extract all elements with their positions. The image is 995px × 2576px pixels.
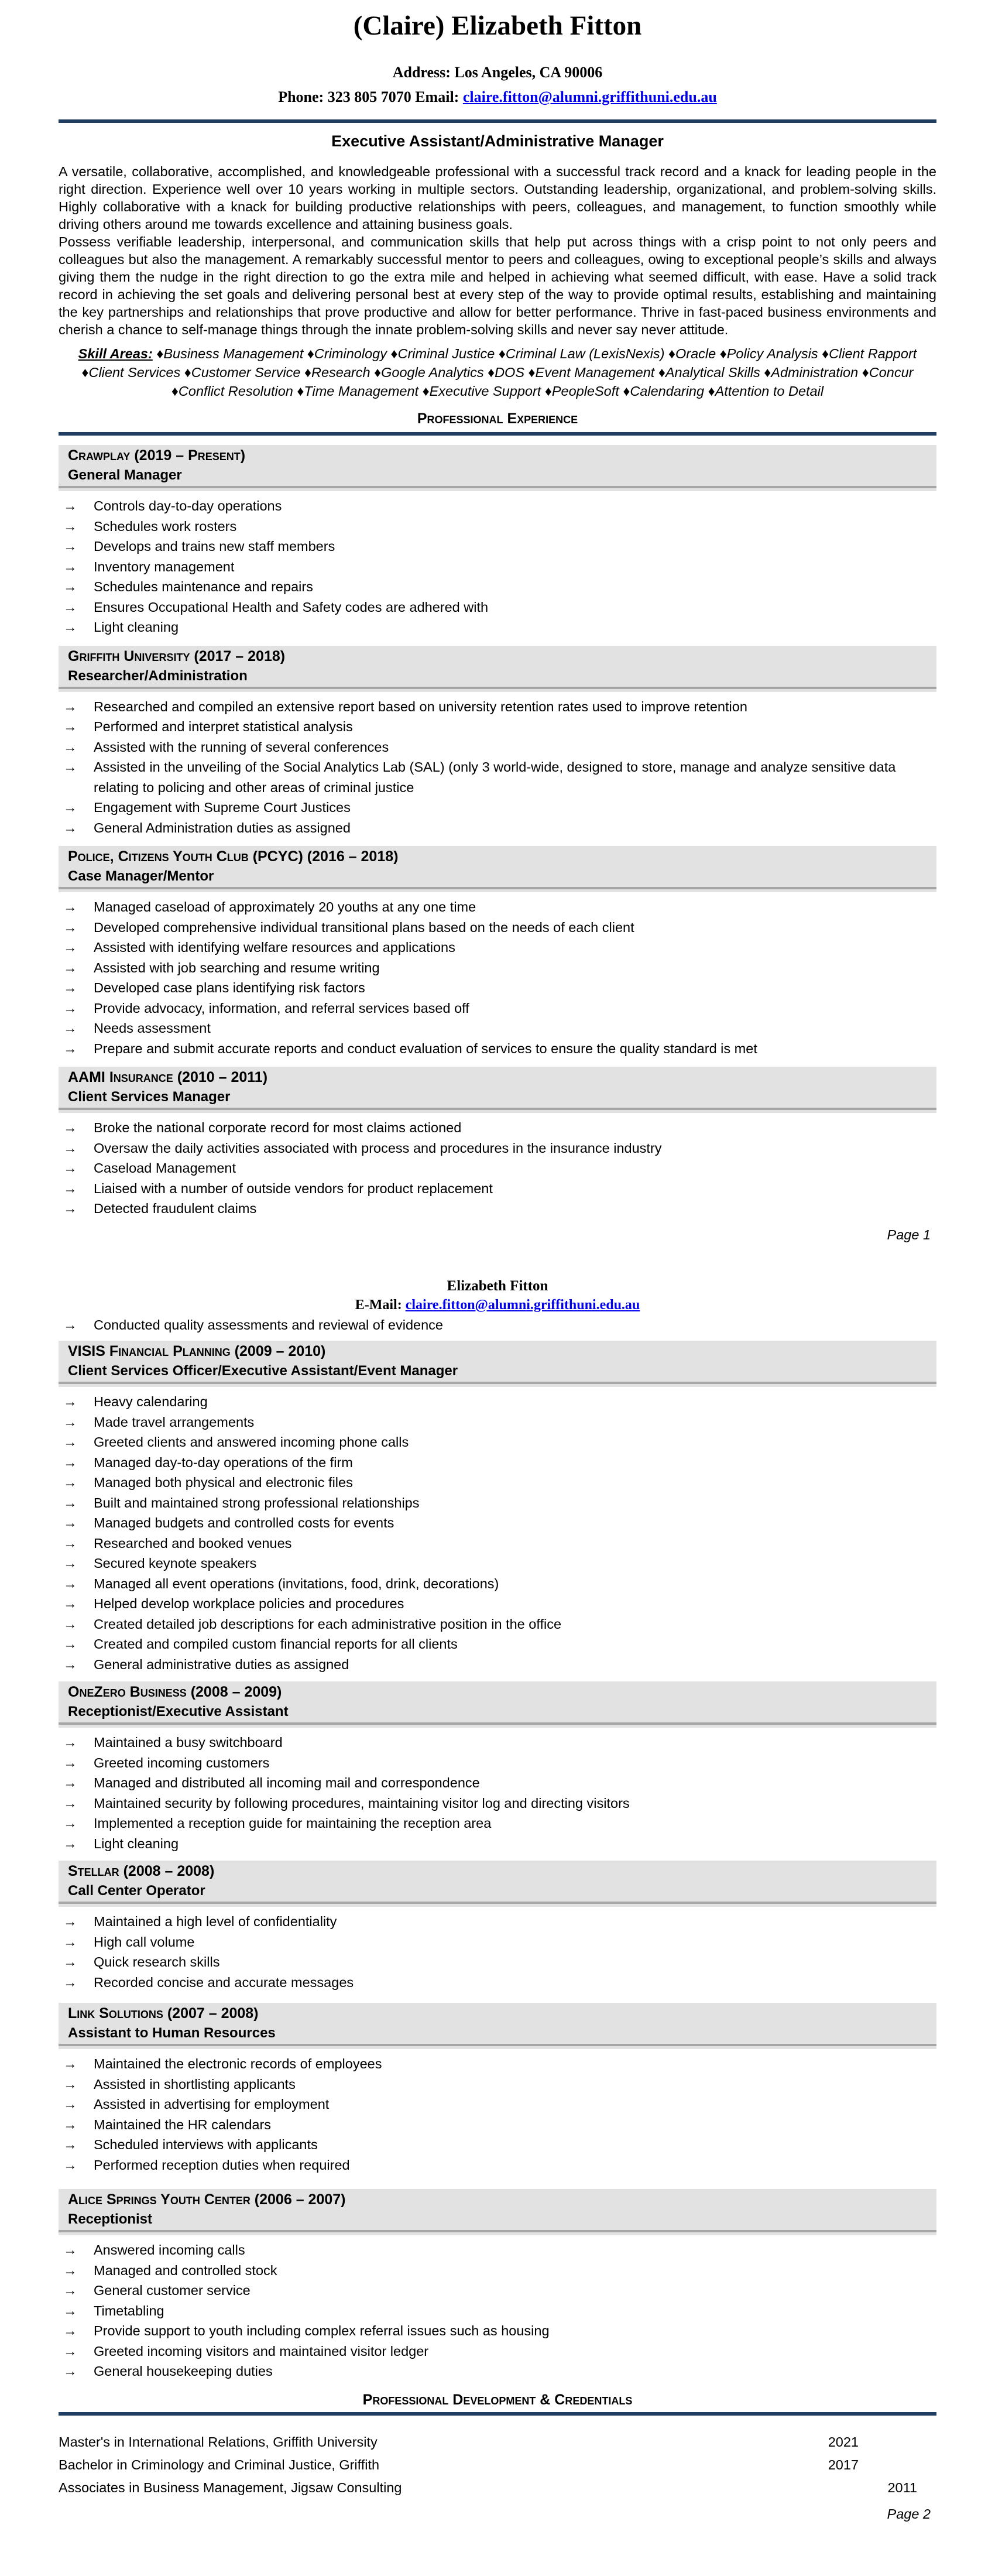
arrow-bullet-icon: → — [63, 1636, 77, 1652]
bullet-text: Liaised with a number of outside vendors for product replacement — [94, 1180, 493, 1196]
job-header-shadow-line — [59, 887, 936, 889]
experience-list-page1 — [59, 445, 936, 1219]
bullet-text: General housekeeping duties — [94, 2363, 273, 2379]
bullet-text: Light cleaning — [94, 1835, 179, 1851]
job-header-bar — [59, 2189, 936, 2235]
arrow-bullet-icon: → — [63, 1434, 77, 1450]
arrow-bullet-icon: → — [63, 1755, 77, 1770]
job-section — [59, 1341, 936, 1674]
credential-year: 2011 — [887, 2479, 917, 2495]
bullet-text: Assisted with identifying welfare resources and applications — [94, 940, 455, 955]
arrow-bullet-icon: → — [63, 1616, 77, 1632]
job-role-title: Receptionist/Executive Assistant — [68, 1704, 289, 1719]
job-bullet-list — [59, 1118, 936, 1219]
bullet-item — [59, 717, 936, 737]
bullet-item — [59, 2361, 936, 2382]
bullet-text: Heavy calendaring — [94, 1394, 208, 1409]
arrow-bullet-icon: → — [63, 2116, 77, 2132]
credential-row — [59, 2476, 936, 2499]
arrow-bullet-icon: → — [63, 980, 77, 995]
job-bullet-list — [59, 1912, 936, 1992]
skill-areas-list: ♦Business Management ♦Criminology ♦Criminal Justice ♦Criminal Law (LexisNexis) ♦Oracle ♦Policy Analysis ♦Client Rapport ♦Client Services ♦Customer Service ♦Research ♦Google Analytics ♦DOS ♦Event Management ♦Analytical Skills ♦Administration ♦Concur ♦Conflict Resolution ♦Time Management ♦Executive Support ♦PeopleSoft ♦Calendaring ♦Attention to Detail — [81, 346, 917, 399]
arrow-bullet-icon: → — [63, 2283, 77, 2298]
bullet-text: Maintained a high level of confidentiality — [94, 1914, 337, 1929]
arrow-bullet-icon: → — [63, 1795, 77, 1811]
job-role-title: Researcher/Administration — [68, 667, 248, 684]
arrow-bullet-icon: → — [63, 919, 77, 935]
job-company-dates: Griffith University (2017 – 2018) — [68, 648, 286, 664]
bullet-text: Performed reception duties when required — [94, 2157, 350, 2173]
arrow-bullet-icon: → — [63, 759, 77, 775]
arrow-bullet-icon: → — [63, 1140, 77, 1156]
bullet-text: Managed all event operations (invitations, food, drink, decorations) — [94, 1575, 499, 1591]
arrow-bullet-icon: → — [63, 518, 77, 534]
arrow-bullet-icon: → — [63, 1556, 77, 1571]
bullet-text: Researched and booked venues — [94, 1535, 292, 1551]
aami-continuation-bullets — [59, 1315, 936, 1335]
bullet-item — [59, 1634, 936, 1654]
bullet-text: Develops and trains new staff members — [94, 539, 335, 554]
bullet-text: Inventory management — [94, 559, 235, 574]
phone-email-line — [59, 88, 936, 107]
arrow-bullet-icon: → — [63, 1020, 77, 1036]
bullet-text: Researched and compiled an extensive report based on university retention rates used to improve retention — [94, 698, 747, 714]
job-company-dates: Crawplay (2019 – Present) — [68, 447, 246, 464]
bullet-item — [59, 557, 936, 577]
arrow-bullet-icon: → — [63, 739, 77, 755]
arrow-bullet-icon: → — [63, 1454, 77, 1470]
bullet-item — [59, 1793, 936, 1814]
address-line: Address: Los Angeles, CA 90006 — [392, 64, 603, 81]
bullet-item — [59, 1574, 936, 1594]
bullet-text: General customer service — [94, 2283, 251, 2298]
bullet-item — [59, 1654, 936, 1675]
bullet-text: Assisted with the running of several conferences — [94, 739, 389, 755]
credentials-list — [59, 2431, 936, 2499]
bullet-text: Maintained the electronic records of employees — [94, 2056, 382, 2071]
job-company-dates: Alice Springs Youth Center (2006 – 2007) — [68, 2191, 346, 2208]
job-section — [59, 646, 936, 838]
experience-heading: Professional Experience — [417, 410, 578, 427]
job-role-title: Receptionist — [68, 2211, 153, 2227]
bullet-item — [59, 1198, 936, 1219]
bullet-item — [59, 2301, 936, 2321]
bullet-item — [59, 1432, 936, 1453]
experience-list-page2 — [59, 1341, 936, 2382]
bullet-item — [59, 1118, 936, 1138]
arrow-bullet-icon: → — [63, 2242, 77, 2258]
page2-header-email-line — [59, 1296, 936, 1314]
credential-text: Associates in Business Management, Jigsaw Consulting — [59, 2479, 402, 2495]
bullet-text: Provide support to youth including complex referral issues such as housing — [94, 2323, 550, 2338]
bullet-item — [59, 2054, 936, 2074]
bullet-text: Managed budgets and controlled costs for events — [94, 1515, 394, 1530]
bullet-item — [59, 1952, 936, 1972]
bullet-item — [59, 1138, 936, 1159]
arrow-bullet-icon: → — [63, 2076, 77, 2092]
arrow-bullet-icon: → — [63, 1954, 77, 1969]
bullet-text: Built and maintained strong professional relationships — [94, 1495, 420, 1510]
job-section — [59, 445, 936, 638]
bullet-item — [59, 1472, 936, 1493]
bullet-item — [59, 818, 936, 838]
bullet-text: Helped develop workplace policies and procedures — [94, 1596, 404, 1611]
bullet-item — [59, 1732, 936, 1753]
bullet-text: Secured keynote speakers — [94, 1556, 257, 1571]
job-role-title: Client Services Manager — [68, 1089, 231, 1105]
bullet-text: Created and compiled custom financial reports for all clients — [94, 1636, 458, 1652]
bullet-item — [59, 1912, 936, 1932]
bullet-text: Assisted with job searching and resume writing — [94, 960, 380, 975]
job-header-bar — [59, 1067, 936, 1113]
bullet-item — [59, 597, 936, 618]
job-role-title: Assistant to Human Resources — [68, 2025, 276, 2041]
job-header-shadow-line — [59, 486, 936, 488]
bullet-item — [59, 1594, 936, 1614]
bullet-text: Assisted in advertising for employment — [94, 2097, 330, 2112]
job-bullet-list — [59, 897, 936, 1059]
bullet-item — [59, 2115, 936, 2135]
bullet-item — [59, 917, 936, 938]
bullet-text: Implemented a reception guide for maintaining the reception area — [94, 1815, 492, 1831]
job-section — [59, 2189, 936, 2382]
bullet-text: Maintained security by following procedures, maintaining visitor log and directing visitors — [94, 1795, 630, 1811]
job-section — [59, 2003, 936, 2175]
phone-label: Phone: 323 805 7070 Email: — [278, 88, 463, 105]
arrow-bullet-icon: → — [63, 2262, 77, 2278]
bullet-text: Managed and distributed all incoming mail and correspondence — [94, 1775, 480, 1790]
credential-year: 2021 — [828, 2434, 859, 2450]
job-header-shadow-line — [59, 2044, 936, 2046]
bullet-text: Engagement with Supreme Court Justices — [94, 800, 351, 815]
arrow-bullet-icon: → — [63, 1414, 77, 1430]
bullet-text: Needs assessment — [94, 1020, 211, 1036]
arrow-bullet-icon: → — [63, 1120, 77, 1135]
bullet-item — [59, 1179, 936, 1199]
page1-footer: Page 1 — [887, 1227, 931, 1242]
job-header-bar — [59, 445, 936, 491]
bullet-item — [59, 1972, 936, 1993]
job-header-shadow-line — [59, 1902, 936, 1904]
bullet-item — [59, 737, 936, 758]
bullet-text: General administrative duties as assigned — [94, 1656, 349, 1672]
arrow-bullet-icon: → — [63, 2363, 77, 2379]
job-header-shadow-line — [59, 2230, 936, 2232]
arrow-bullet-icon: → — [63, 1160, 77, 1176]
bullet-item — [59, 1039, 936, 1059]
arrow-bullet-icon: → — [63, 2343, 77, 2359]
bullet-item — [59, 1412, 936, 1433]
bullet-text: Detected fraudulent claims — [94, 1201, 257, 1216]
job-header-bar — [59, 646, 936, 692]
bullet-item — [59, 937, 936, 958]
bullet-text: Quick research skills — [94, 1954, 220, 1969]
job-bullet-list — [59, 496, 936, 638]
arrow-bullet-icon: → — [63, 800, 77, 815]
arrow-bullet-icon: → — [63, 599, 77, 615]
bullet-item — [59, 1834, 936, 1854]
bullet-text: Greeted incoming visitors and maintained visitor ledger — [94, 2343, 429, 2359]
bullet-item — [59, 2341, 936, 2362]
bullet-item — [59, 797, 936, 818]
page2-header-name: Elizabeth Fitton — [447, 1277, 548, 1294]
arrow-bullet-icon: → — [63, 619, 77, 635]
job-company-dates: AAMI Insurance (2010 – 2011) — [68, 1069, 268, 1085]
bullet-item — [59, 496, 936, 516]
page2-footer: Page 2 — [887, 2506, 931, 2522]
arrow-bullet-icon: → — [63, 1317, 77, 1332]
bullet-item — [59, 1753, 936, 1773]
job-header-shadow-line — [59, 1382, 936, 1384]
role-title: Executive Assistant/Administrative Manager — [331, 132, 664, 150]
bullet-item — [59, 2074, 936, 2095]
job-bullet-list — [59, 1732, 936, 1854]
summary-paragraph-1: A versatile, collaborative, accomplished, and knowledgeable professional with a successful track record and a knack for leading people in the right direction. Experience well over 10 years working in multiple sectors. Outstanding leadership, organizational, and problem-solving skills. Highly collaborative with a knack for building productive relationships with peers, colleagues, and management, to function smoothly while driving others around me towards excellence and attaining business goals. — [59, 164, 936, 232]
skill-areas-label: Skill Areas: — [78, 346, 153, 361]
bullet-item — [59, 1158, 936, 1179]
bullet-text: Timetabling — [94, 2303, 164, 2318]
arrow-bullet-icon: → — [63, 2323, 77, 2338]
bullet-text: Prepare and submit accurate reports and conduct evaluation of services to ensure the quality standard is met — [94, 1040, 757, 1056]
job-section — [59, 1681, 936, 1854]
bullet-text: Developed case plans identifying risk factors — [94, 980, 365, 995]
bullet-item — [59, 1513, 936, 1533]
bullet-item — [59, 2094, 936, 2115]
bullet-item — [59, 1614, 936, 1635]
bullet-item — [59, 1493, 936, 1513]
bullet-text: Provide advocacy, information, and referral services based off — [94, 1000, 469, 1016]
arrow-bullet-icon: → — [63, 2056, 77, 2071]
bullet-text: Managed and controlled stock — [94, 2262, 277, 2278]
arrow-bullet-icon: → — [63, 960, 77, 975]
bullet-item — [59, 2321, 936, 2341]
bullet-text: Answered incoming calls — [94, 2242, 245, 2258]
bullet-item — [59, 978, 936, 998]
arrow-bullet-icon: → — [63, 1914, 77, 1929]
job-header-shadow-line — [59, 1722, 936, 1725]
job-section — [59, 1861, 936, 1992]
arrow-bullet-icon: → — [63, 1475, 77, 1490]
email-link[interactable]: claire.fitton@alumni.griffithuni.edu.au — [462, 88, 717, 105]
arrow-bullet-icon: → — [63, 1735, 77, 1750]
email-link[interactable]: claire.fitton@alumni.griffithuni.edu.au — [405, 1297, 640, 1313]
bullet-text: General Administration duties as assigned — [94, 820, 351, 835]
job-header-bar — [59, 1341, 936, 1387]
arrow-bullet-icon: → — [63, 1575, 77, 1591]
job-company-dates: Stellar (2008 – 2008) — [68, 1863, 215, 1879]
bullet-item — [59, 1453, 936, 1473]
bullet-text: Made travel arrangements — [94, 1414, 255, 1430]
arrow-bullet-icon: → — [63, 1180, 77, 1196]
bullet-text: Oversaw the daily activities associated with process and procedures in the insurance industry — [94, 1140, 662, 1156]
job-header-bar — [59, 2003, 936, 2049]
bullet-item — [59, 1533, 936, 1554]
credential-year: 2017 — [828, 2457, 859, 2472]
arrow-bullet-icon: → — [63, 1775, 77, 1790]
bullet-text: Greeted incoming customers — [94, 1755, 270, 1770]
bullet-item — [59, 757, 936, 797]
arrow-bullet-icon: → — [63, 1974, 77, 1990]
bullet-item — [59, 516, 936, 537]
bullet-text: Conducted quality assessments and reviewal of evidence — [94, 1317, 443, 1332]
credentials-divider-rule — [59, 2412, 936, 2416]
bullet-item — [59, 617, 936, 638]
bullet-item — [59, 1932, 936, 1952]
job-company-dates: OneZero Business (2008 – 2009) — [68, 1684, 282, 1700]
job-company-dates: Link Solutions (2007 – 2008) — [68, 2005, 259, 2022]
arrow-bullet-icon: → — [63, 1835, 77, 1851]
arrow-bullet-icon: → — [63, 1934, 77, 1950]
arrow-bullet-icon: → — [63, 820, 77, 835]
email-label: E-Mail: — [355, 1297, 406, 1313]
arrow-bullet-icon: → — [63, 1201, 77, 1216]
bullet-item — [59, 2135, 936, 2155]
credential-text: Master's in International Relations, Griffith University — [59, 2434, 378, 2450]
arrow-bullet-icon: → — [63, 1000, 77, 1016]
arrow-bullet-icon: → — [63, 1656, 77, 1672]
bullet-text: Maintained a busy switchboard — [94, 1735, 283, 1750]
arrow-bullet-icon: → — [63, 559, 77, 574]
arrow-bullet-icon: → — [63, 2303, 77, 2318]
arrow-bullet-icon: → — [63, 579, 77, 594]
arrow-bullet-icon: → — [63, 940, 77, 955]
bullet-text: Light cleaning — [94, 619, 179, 635]
job-section — [59, 846, 936, 1059]
bullet-text: Ensures Occupational Health and Safety codes are adhered with — [94, 599, 489, 615]
arrow-bullet-icon: → — [63, 539, 77, 554]
job-bullet-list — [59, 2240, 936, 2382]
job-role-title: Client Services Officer/Executive Assistant/Event Manager — [68, 1363, 458, 1379]
job-role-title: Case Manager/Mentor — [68, 868, 214, 884]
job-header-bar — [59, 1861, 936, 1907]
credential-row — [59, 2431, 936, 2454]
job-role-title: General Manager — [68, 467, 182, 483]
bullet-text: Developed comprehensive individual transitional plans based on the needs of each client — [94, 919, 634, 935]
bullet-text: Schedules maintenance and repairs — [94, 579, 313, 594]
bullet-item — [59, 1018, 936, 1039]
bullet-text: Assisted in shortlisting applicants — [94, 2076, 296, 2092]
arrow-bullet-icon: → — [63, 1394, 77, 1409]
bullet-item — [59, 897, 936, 917]
credential-row — [59, 2454, 936, 2476]
bullet-text: Recorded concise and accurate messages — [94, 1974, 354, 1990]
bullet-text: Maintained the HR calendars — [94, 2116, 272, 2132]
bullet-text: Schedules work rosters — [94, 518, 237, 534]
arrow-bullet-icon: → — [63, 899, 77, 914]
bullet-item — [59, 1813, 936, 1834]
summary-paragraph-2: Possess verifiable leadership, interpersonal, and communication skills that help put across things with a crisp point to not only peers and colleagues but also the management. A remarkably successful mentor to peers and colleagues, owing to exceptional people’s skills and always giving them the nudge in the right direction to go the extra mile and helped in achieving what seemed difficult, with ease. Have a solid track record in achieving the set goals and delivering personal best at every step of the way to provide optimal results, establishing and maintaining the key partnerships and relationships that prove productive and allow for better performance. Thrive in fast-paced business environments and cherish a chance to self-manage things through the innate problem-solving skills and never say never attitude. — [59, 234, 936, 337]
document-title-name: (Claire) Elizabeth Fitton — [353, 11, 642, 41]
bullet-item — [59, 2155, 936, 2176]
bullet-text: Managed caseload of approximately 20 youths at any one time — [94, 899, 476, 914]
bullet-text: Created detailed job descriptions for each administrative position in the office — [94, 1616, 562, 1632]
job-header-bar — [59, 846, 936, 892]
bullet-text: Managed both physical and electronic files — [94, 1475, 353, 1490]
job-section — [59, 1067, 936, 1219]
bullet-text: Caseload Management — [94, 1160, 236, 1176]
bullet-item — [59, 577, 936, 597]
bullet-text: Broke the national corporate record for most claims actioned — [94, 1120, 462, 1135]
bullet-item — [59, 697, 936, 717]
header-divider-rule — [59, 119, 936, 123]
job-company-dates: VISIS Financial Planning (2009 – 2010) — [68, 1343, 326, 1359]
bullet-text: Greeted clients and answered incoming phone calls — [94, 1434, 409, 1450]
job-header-shadow-line — [59, 687, 936, 689]
job-bullet-list — [59, 697, 936, 838]
job-bullet-list — [59, 2054, 936, 2175]
arrow-bullet-icon: → — [63, 1535, 77, 1551]
arrow-bullet-icon: → — [63, 698, 77, 714]
experience-divider-rule — [59, 432, 936, 436]
credentials-heading: Professional Development & Credentials — [362, 2391, 633, 2408]
bullet-text: Controls day-to-day operations — [94, 498, 282, 513]
arrow-bullet-icon: → — [63, 2157, 77, 2173]
bullet-item — [59, 998, 936, 1019]
job-header-shadow-line — [59, 1108, 936, 1110]
credential-text: Bachelor in Criminology and Criminal Justice, Griffith — [59, 2457, 380, 2472]
arrow-bullet-icon: → — [63, 1495, 77, 1510]
arrow-bullet-icon: → — [63, 1515, 77, 1530]
bullet-item — [59, 536, 936, 557]
arrow-bullet-icon: → — [63, 498, 77, 513]
bullet-item — [59, 1773, 936, 1793]
bullet-item — [59, 2240, 936, 2260]
arrow-bullet-icon: → — [63, 1815, 77, 1831]
arrow-bullet-icon: → — [63, 1596, 77, 1611]
arrow-bullet-icon: → — [63, 2137, 77, 2152]
bullet-text: Managed day-to-day operations of the firm — [94, 1454, 353, 1470]
bullet-item — [59, 1315, 936, 1335]
bullet-item — [59, 1553, 936, 1574]
bullet-item — [59, 2260, 936, 2281]
bullet-item — [59, 958, 936, 978]
bullet-text: Scheduled interviews with applicants — [94, 2137, 318, 2152]
job-role-title: Call Center Operator — [68, 1883, 205, 1899]
bullet-item — [59, 2280, 936, 2301]
job-header-bar — [59, 1681, 936, 1728]
arrow-bullet-icon: → — [63, 2097, 77, 2112]
job-company-dates: Police, Citizens Youth Club (PCYC) (2016 – 2018) — [68, 848, 399, 865]
bullet-text: High call volume — [94, 1934, 195, 1950]
skill-areas — [59, 344, 936, 400]
arrow-bullet-icon: → — [63, 1040, 77, 1056]
bullet-item — [59, 1392, 936, 1412]
arrow-bullet-icon: → — [63, 719, 77, 734]
job-bullet-list — [59, 1392, 936, 1674]
bullet-text: Assisted in the unveiling of the Social Analytics Lab (SAL) (only 3 world-wide, designed to store, manage and analyze sensitive data relating to policing and other areas of criminal justice — [94, 759, 896, 795]
bullet-text: Performed and interpret statistical analysis — [94, 719, 353, 734]
